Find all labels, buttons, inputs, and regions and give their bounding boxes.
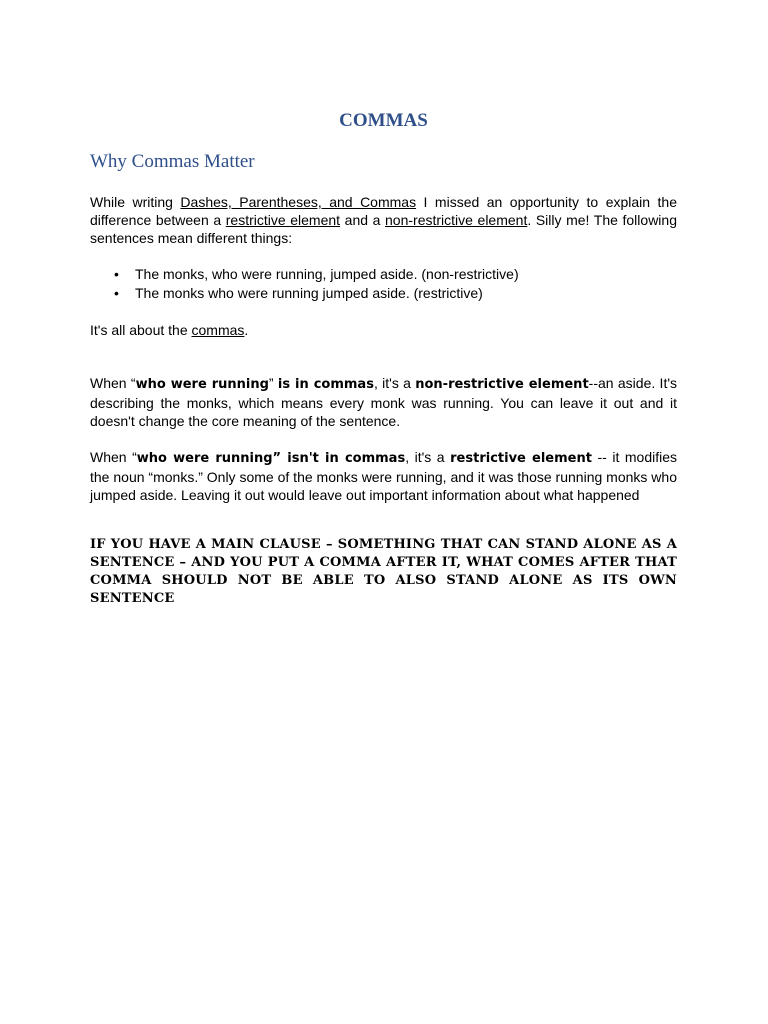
nr-text-2: ”	[268, 375, 278, 391]
document-title: COMMAS	[339, 110, 428, 131]
r-bold-1: who were running” isn't in commas	[136, 451, 406, 466]
list-item	[90, 284, 519, 303]
list-item	[90, 265, 519, 284]
commas-text-2: .	[244, 322, 249, 338]
list-item-text: The monks, who were running, jumped aside. (non-restrictive)	[135, 266, 519, 282]
intro-text-3: and a	[340, 212, 386, 228]
section-heading: Why Commas Matter	[90, 151, 255, 172]
example-list	[90, 265, 519, 303]
dashes-parentheses-commas-link[interactable]: Dashes, Parentheses, and Commas	[180, 194, 417, 210]
intro-paragraph	[90, 193, 677, 247]
r-text-2: , it's a	[405, 449, 451, 465]
nr-bold-3: non-restrictive element	[415, 377, 589, 392]
nr-bold-2: is in commas	[277, 377, 374, 392]
intro-text-4: . Silly me! The following sentences mean different things:	[90, 212, 677, 246]
nr-text-3: , it's a	[373, 375, 416, 391]
intro-text-1: While writing	[90, 194, 181, 210]
commas-paragraph	[90, 321, 677, 339]
nr-text-4: --an aside. It's describing the monks, which means every monk was running. You can leave it out and it doesn't change the core meaning of the sentence.	[90, 375, 678, 429]
rule-paragraph: IF YOU HAVE A MAIN CLAUSE – SOMETHING THAT CAN STAND ALONE AS A SENTENCE – AND YOU PUT A COMMA AFTER IT, WHAT COMES AFTER THAT COMMA SHOULD NOT BE ABLE TO ALSO STAND ALONE AS ITS OWN SENTENCE	[90, 537, 677, 606]
non-restrictive-paragraph	[90, 374, 677, 430]
r-bold-2: restrictive element	[450, 451, 592, 466]
intro-text-2: I missed an opportunity to explain the difference between a	[90, 194, 677, 228]
restrictive-element-link[interactable]: restrictive element	[225, 212, 341, 228]
commas-text-1: It's all about the	[90, 322, 192, 338]
restrictive-paragraph	[90, 448, 677, 504]
bullet-icon: •	[114, 266, 119, 282]
nr-bold-1: who were running	[135, 377, 269, 392]
commas-link[interactable]: commas	[191, 322, 245, 338]
list-item-text: The monks who were running jumped aside. (restrictive)	[135, 285, 483, 301]
bullet-icon: •	[114, 285, 119, 301]
r-text-1: When “	[90, 449, 137, 465]
non-restrictive-element-link[interactable]: non-restrictive element	[385, 212, 528, 228]
r-text-3: -- it modifies the noun “monks.” Only some of the monks were running, and it was those running monks who jumped aside. Leaving it out would leave out important information about what happened	[90, 449, 677, 503]
nr-text-1: When “	[90, 375, 136, 391]
